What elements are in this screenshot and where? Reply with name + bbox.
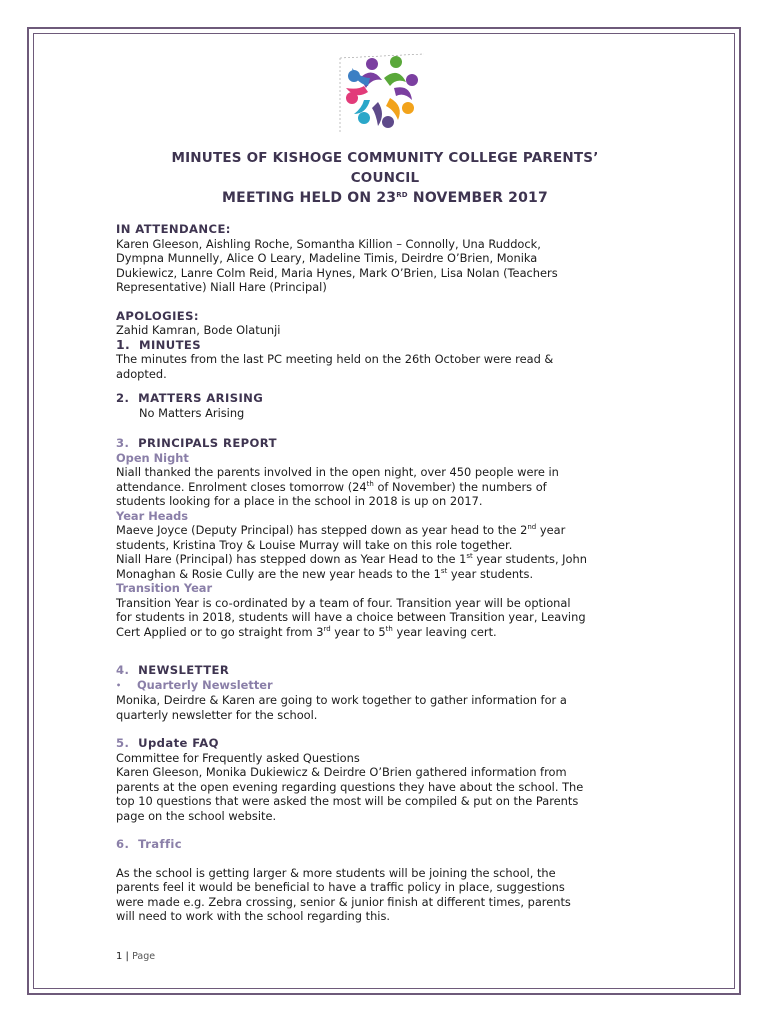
traffic-line: parents feel it would be beneficial to have a traffic policy in place, suggestions: [116, 880, 565, 894]
apologies-heading: APOLOGIES:: [116, 308, 199, 323]
transition-year-line: Cert Applied or to go straight from 3rd year to 5th year leaving cert.: [116, 624, 497, 639]
year-heads-line: Niall Hare (Principal) has stepped down as Year Head to the 1st year students, John: [116, 552, 587, 566]
title-line-1: MINUTES OF KISHOGE COMMUNITY COLLEGE PARENTS’: [171, 150, 599, 166]
section-6-heading: 6. Traffic: [116, 837, 183, 851]
year-heads-heading: Year Heads: [116, 508, 189, 523]
transition-year-heading: Transition Year: [116, 581, 213, 595]
year-heads-line: students, Kristina Troy & Louise Murray will take on this role together.: [116, 537, 513, 552]
section-5-heading: 5. Update FAQ: [116, 736, 219, 750]
attendance-line: Representative) Niall Hare (Principal): [116, 280, 327, 294]
faq-line: page on the school website.: [116, 808, 277, 823]
open-night-heading: Open Night: [116, 450, 189, 465]
section-1-line: adopted.: [116, 366, 167, 381]
bullet-icon: •: [116, 680, 122, 690]
section-2-text: No Matters Arising: [139, 405, 245, 420]
council-logo-icon: [332, 48, 432, 138]
faq-line: top 10 questions that were asked the most will be compiled & put on the Parents: [116, 794, 579, 808]
title-line-2: COUNCIL: [350, 170, 420, 186]
attendance-heading: IN ATTENDANCE:: [116, 222, 231, 236]
faq-line: parents at the open evening regarding questions they have about the school. The: [116, 779, 584, 794]
section-1-heading: 1. MINUTES: [116, 336, 201, 352]
apologies-text: Zahid Kamran, Bode Olatunji: [116, 323, 281, 337]
faq-line: Committee for Frequently asked Questions: [116, 750, 360, 765]
minutes-body: [116, 222, 656, 924]
attendance-line: Dukiewicz, Lanre Colm Reid, Maria Hynes, Mark O’Brien, Lisa Nolan (Teachers: [116, 265, 558, 280]
section-3-heading: 3. PRINCIPALS REPORT: [116, 436, 277, 450]
page-footer: 1 | Page: [116, 951, 156, 962]
section-1-line: The minutes from the last PC meeting held on the 26th October were read &: [116, 352, 554, 366]
attendance-line: Karen Gleeson, Aishling Roche, Somantha Killion – Connolly, Una Ruddock,: [116, 236, 541, 251]
newsletter-line: Monika, Deirdre & Karen are going to work together to gather information for a: [116, 693, 567, 707]
traffic-line: As the school is getting larger & more students will be joining the school, the: [116, 865, 556, 880]
page-label: Page: [132, 951, 156, 962]
traffic-line: will need to work with the school regarding this.: [116, 909, 391, 923]
page-number: 1: [116, 951, 123, 962]
open-night-line: Niall thanked the parents involved in the open night, over 450 people were in: [116, 465, 559, 479]
traffic-line: were made e.g. Zebra crossing, senior & junior finish at different times, parents: [116, 894, 571, 909]
title-line-3: MEETING HELD ON 23RD NOVEMBER 2017: [222, 190, 548, 206]
attendance-line: Dympna Munnelly, Alice O Leary, Madeline Timis, Deirdre O’Brien, Monika: [116, 251, 538, 265]
year-heads-line: Monaghan & Rosie Cully are the new year heads to the 1st year students.: [116, 566, 534, 581]
faq-line: Karen Gleeson, Monika Dukiewicz & Deirdre O’Brien gathered information from: [116, 765, 567, 779]
section-2-heading: 2. MATTERS ARISING: [116, 391, 264, 405]
open-night-line: students looking for a place in the school in 2018 is up on 2017.: [116, 494, 483, 508]
open-night-line: attendance. Enrolment closes tomorrow (24th of November) the numbers of: [116, 479, 547, 494]
newsletter-line: quarterly newsletter for the school.: [116, 707, 318, 722]
transition-year-line: Transition Year is co-ordinated by a team of four. Transition year will be optional: [116, 595, 571, 610]
section-4-heading: 4. NEWSLETTER: [116, 663, 230, 677]
transition-year-line: for students in 2018, students will have a choice between Transition year, Leaving: [116, 610, 586, 624]
year-heads-line: Maeve Joyce (Deputy Principal) has stepped down as year head to the 2nd year: [116, 523, 566, 537]
newsletter-subheading: • Quarterly Newsletter: [116, 677, 273, 692]
